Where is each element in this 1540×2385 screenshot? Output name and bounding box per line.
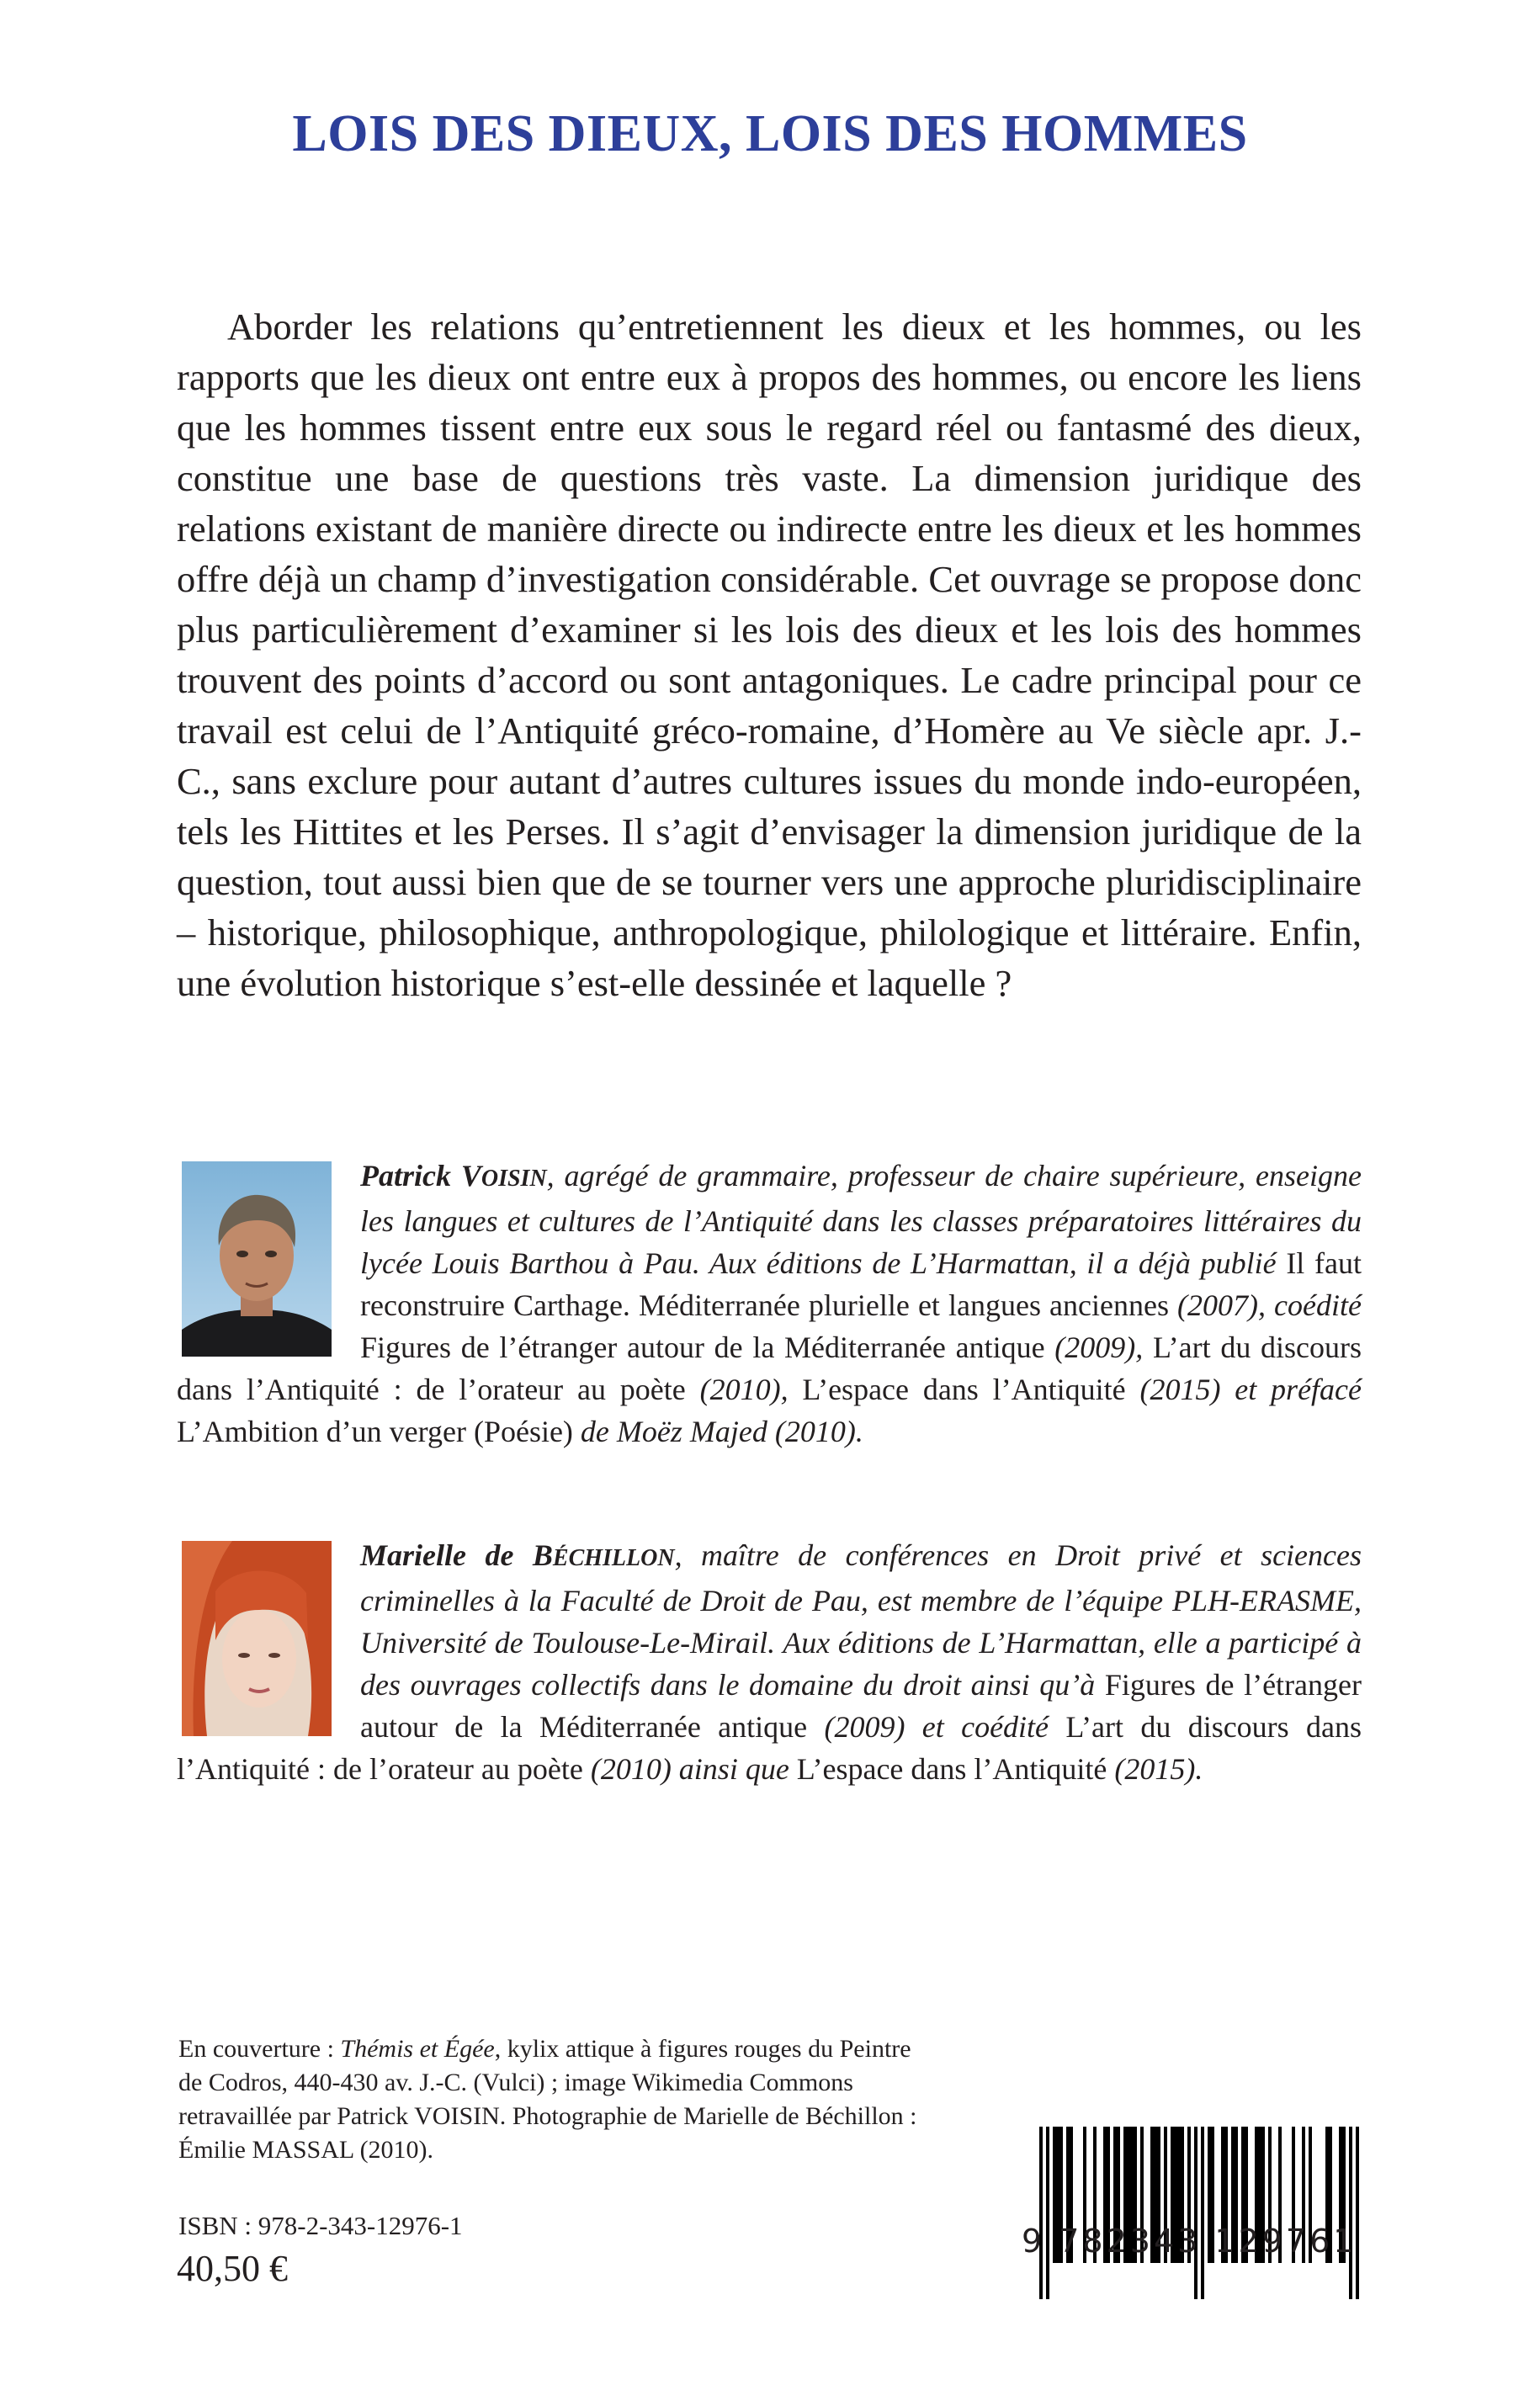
isbn: ISBN : 978-2-343-12976-1 bbox=[178, 2211, 463, 2240]
barcode-digits: 9 782343 129761 bbox=[1022, 2223, 1357, 2260]
price: 40,50 € bbox=[177, 2248, 288, 2289]
author-name-bechillon: Marielle de BÉCHILLON bbox=[360, 1538, 675, 1572]
barcode-guard-bar bbox=[1194, 2127, 1197, 2299]
barcode bbox=[1031, 2127, 1367, 2299]
cover-credits: En couverture : Thémis et Égée, kylix attique à figures rouges du Peintre de Codros, 440-430 av. J.-C. (Vulci) ; image Wikimedia Commons retravaillée par Patrick VOISIN. Photographie de Marielle de Béchillon : Émilie MASSAL (2010). bbox=[178, 2035, 917, 2164]
author-bio-bechillon: Marielle de BÉCHILLON, maître de conférences en Droit privé et sciences criminelles à la Faculté de Droit de Pau, est membre de l’équipe PLH-ERASME, Université de Toulouse-Le-Mirail. Aux éditions de L’Harmattan, elle a participé à des ouvrages collectifs dans le domaine du droit ainsi qu’à Figures de l’étranger autour de la Méditerranée antique (2009) et coédité L’art du discours dans l’Antiquité : de l’orateur au poète (2010) ainsi que L’espace dans l’Antiquité (2015). bbox=[177, 1538, 1362, 1786]
barcode-guard-bar bbox=[1046, 2127, 1049, 2299]
ean-13-barcode-icon bbox=[1031, 2127, 1367, 2299]
barcode-guard-bar bbox=[1039, 2127, 1043, 2299]
author-bio-voisin: Patrick VOISIN, agrégé de grammaire, professeur de chaire supérieure, enseigne les langues et cultures de l’Antiquité dans les classes préparatoires littéraires du lycée Louis Barthou à Pau. Aux éditions de L’Harmattan, il a déjà publié Il faut reconstruire Carthage. Méditerranée plurielle et langues anciennes (2007), coédité Figures de l’étranger autour de la Méditerranée antique (2009), L’art du discours dans l’Antiquité : de l’orateur au poète (2010), L’espace dans l’Antiquité (2015) et préfacé L’Ambition d’un verger (Poésie) de Moëz Majed (2010). bbox=[177, 1159, 1362, 1448]
barcode-guard-bar bbox=[1349, 2127, 1352, 2299]
author-photo-bechillon bbox=[182, 1541, 332, 1736]
author-photo-voisin bbox=[182, 1161, 332, 1357]
author-name-voisin: Patrick VOISIN bbox=[360, 1159, 547, 1192]
barcode-guard-bar bbox=[1201, 2127, 1204, 2299]
barcode-guard-bar bbox=[1356, 2127, 1359, 2299]
book-summary: Aborder les relations qu’entretiennent les dieux et les hommes, ou les rapports que les dieux ont entre eux à propos des hommes, ou encore les liens que les hommes tissent entre eux sous le regard réel ou fantasmé des dieux, constitue une base de questions très vaste. La dimension juridique des relations existant de manière directe ou indirecte entre les dieux et les hommes offre déjà un champ d’investigation considérable. Cet ouvrage se propose donc plus particulièrement d’examiner si les lois des dieux et les lois des hommes trouvent des points d’accord ou sont antagoniques. Le cadre principal pour ce travail est celui de l’Antiquité gréco-romaine, d’Homère au Ve siècle apr. J.-C., sans exclure pour autant d’autres cultures issues du monde indo-européen, tels les Hittites et les Perses. Il s’agit d’envisager la dimension juridique de la question, tout aussi bien que de se tourner vers une approche pluridisciplinaire – historique, philosophique, anthropologique, philologique et littéraire. Enfin, une évolution historique s’est-elle dessinée et laquelle ? bbox=[177, 305, 1362, 1004]
book-title: LOIS DES DIEUX, LOIS DES HOMMES bbox=[292, 105, 1248, 162]
